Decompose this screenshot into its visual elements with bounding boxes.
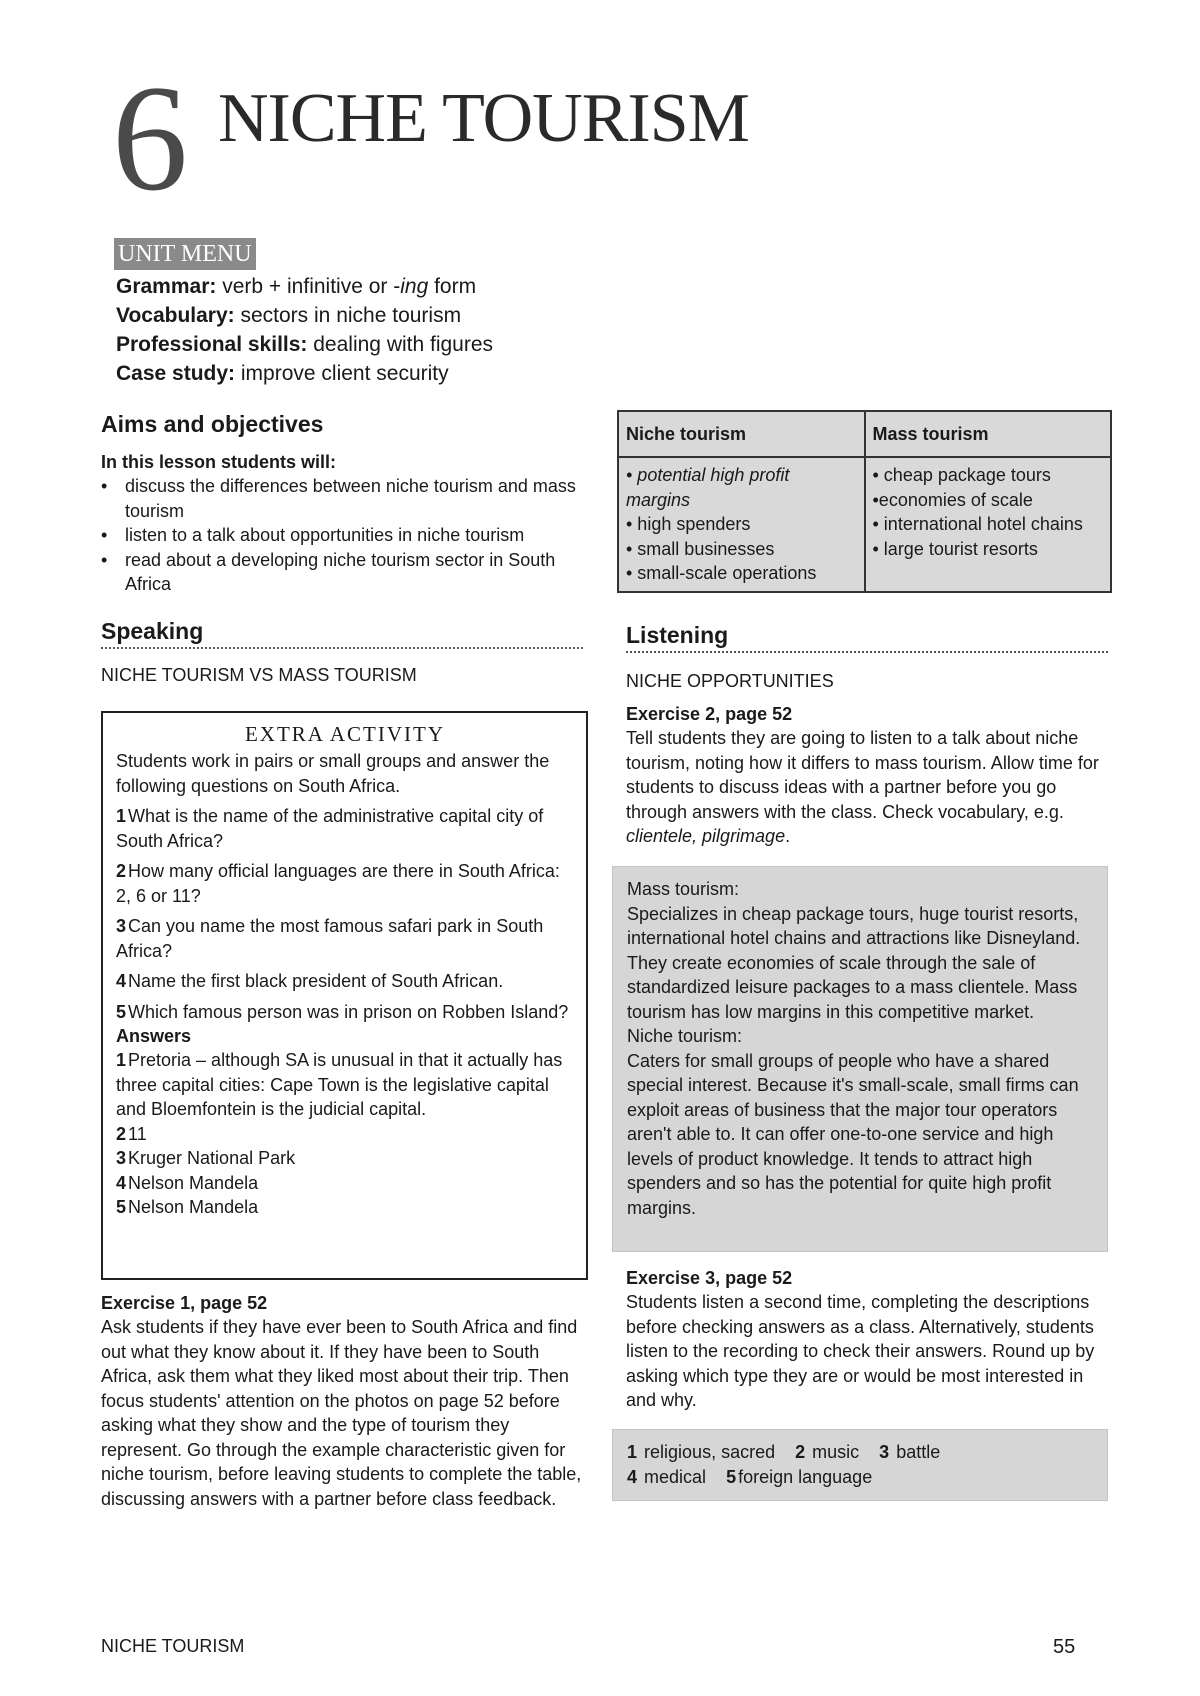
answer-1: 1 Pretoria – although SA is unusual in that it actually has three capital cities: Cape Town is the legislative capital and Bloemfontein is the judicial capital. bbox=[116, 1050, 563, 1119]
menu-item-vocabulary: Vocabulary: sectors in niche tourism bbox=[116, 304, 462, 327]
comparison-table bbox=[617, 410, 1112, 593]
unit-menu-label: UNIT MENU bbox=[114, 238, 256, 270]
extra-activity-intro: Students work in pairs or small groups and answer the following questions on South Africa. bbox=[116, 751, 550, 796]
list-item: • high spenders bbox=[626, 514, 751, 534]
aims-heading: Aims and objectives bbox=[101, 411, 324, 437]
exercise-3-heading: Exercise 3, page 52 bbox=[626, 1268, 793, 1288]
aims-intro: In this lesson students will: bbox=[101, 452, 337, 472]
niche-tourism-label: Niche tourism: bbox=[627, 1026, 743, 1046]
exercise-2-text: Tell students they are going to listen to a talk about niche tourism, noting how it differs to mass tourism. Allow time for students to discuss ideas with a partner before you go through answers with the class. Check vocabulary, e.g. clientele, pilgrimage. bbox=[626, 728, 1099, 846]
list-item: • large tourist resorts bbox=[872, 538, 1038, 559]
answers-label: Answers bbox=[116, 1026, 192, 1046]
list-item: • discuss the differences between niche tourism and mass tourism bbox=[125, 474, 586, 523]
extra-activity-title: EXTRA ACTIVITY bbox=[244, 722, 446, 746]
listening-heading: Listening bbox=[626, 621, 1108, 653]
page-number: 55 bbox=[1053, 1636, 1076, 1658]
list-item: • potential high profit margins bbox=[626, 465, 790, 510]
speaking-subheading: NICHE TOURISM VS MASS TOURISM bbox=[101, 665, 417, 685]
table-cell-niche bbox=[618, 457, 865, 592]
exercise-1-heading: Exercise 1, page 52 bbox=[101, 1293, 268, 1313]
aims-list bbox=[101, 474, 586, 597]
menu-item-professional-skills: Professional skills: dealing with figures bbox=[116, 333, 494, 356]
listening-subheading: NICHE OPPORTUNITIES bbox=[626, 671, 834, 691]
mass-niche-answer-box bbox=[612, 866, 1108, 1252]
footer-title: NICHE TOURISM bbox=[101, 1636, 245, 1656]
list-item: • listen to a talk about opportunities in niche tourism bbox=[125, 523, 586, 548]
list-item: • international hotel chains bbox=[872, 514, 1083, 534]
question-3: 3 Can you name the most famous safari park in South Africa? bbox=[116, 916, 544, 961]
comparison-table-wrapper bbox=[617, 410, 1112, 593]
exercise-1-text: Ask students if they have ever been to South Africa and find out what they know about it. If they have been to South Africa, ask them what they liked most about their trip. Then focus students' attention on the photos on page 52 before asking what they show and the type of tourism they represent. Go through the example characteristic given for niche tourism, before leaving students to complete the table, discussing answers with a partner before class feedback. bbox=[101, 1317, 582, 1509]
answers-row-2: 4 medical 5 foreign language bbox=[627, 1466, 873, 1487]
list-item: • cheap package tours bbox=[872, 465, 1051, 485]
answer-5: 5 Nelson Mandela bbox=[116, 1197, 259, 1217]
list-item: •economies of scale bbox=[872, 489, 1033, 510]
exercise-1-section bbox=[101, 1291, 586, 1511]
menu-item-case-study: Case study: improve client security bbox=[116, 362, 449, 385]
exercise-3-section bbox=[626, 1266, 1108, 1413]
table-header-niche: Niche tourism bbox=[618, 411, 865, 457]
exercise-2-heading: Exercise 2, page 52 bbox=[626, 704, 793, 724]
answers-row-1: 1 religious, sacred 2 music 3 battle bbox=[627, 1442, 941, 1462]
mass-tourism-label: Mass tourism: bbox=[627, 879, 740, 899]
unit-title: NICHE TOURISM bbox=[218, 80, 749, 157]
aims-section bbox=[101, 410, 586, 597]
answer-4: 4 Nelson Mandela bbox=[116, 1172, 259, 1193]
question-4: 4 Name the first black president of South African. bbox=[116, 971, 504, 991]
answer-2: 2 11 bbox=[116, 1123, 147, 1144]
list-item: • small-scale operations bbox=[626, 563, 817, 583]
list-item: • small businesses bbox=[626, 538, 775, 559]
table-cell-mass bbox=[865, 457, 1112, 592]
question-1: 1 What is the name of the administrative capital city of South Africa? bbox=[116, 806, 544, 851]
listening-section bbox=[626, 621, 1108, 849]
unit-menu-list bbox=[116, 272, 493, 388]
list-item: • read about a developing niche tourism sector in South Africa bbox=[125, 548, 586, 597]
speaking-heading: Speaking bbox=[101, 617, 583, 649]
unit-number: 6 bbox=[112, 54, 188, 222]
mass-tourism-text: Specializes in cheap package tours, huge tourist resorts, international hotel chains and attractions like Disneyland. They create economies of scale through the sale of standardized leisure packages to a mass clientele. Mass tourism has low margins in this competitive market. bbox=[627, 903, 1081, 1022]
table-header-mass: Mass tourism bbox=[865, 411, 1112, 457]
exercise-3-answers-box bbox=[612, 1429, 1108, 1501]
question-5: 5 Which famous person was in prison on Robben Island? bbox=[116, 1001, 569, 1022]
answer-3: 3 Kruger National Park bbox=[116, 1148, 296, 1168]
extra-activity-box bbox=[101, 711, 588, 1280]
question-2: 2 How many official languages are there in South Africa: 2, 6 or 11? bbox=[116, 861, 560, 906]
speaking-section bbox=[101, 617, 586, 687]
niche-tourism-text: Caters for small groups of people who have a shared special interest. Because it's small-scale, small firms can exploit areas of business that the major tour operators aren't able to. It can offer one-to-one service and high levels of product knowledge. It tends to attract high spenders and so has the potential for quite high profit margins. bbox=[627, 1050, 1079, 1218]
exercise-3-text: Students listen a second time, completing the descriptions before checking answers as a class. Alternatively, students listen to the recording to check their answers. Round up by asking which type they are or would be most interested in and why. bbox=[626, 1292, 1095, 1410]
menu-item-grammar: Grammar: verb + infinitive or -ing form bbox=[116, 275, 477, 298]
